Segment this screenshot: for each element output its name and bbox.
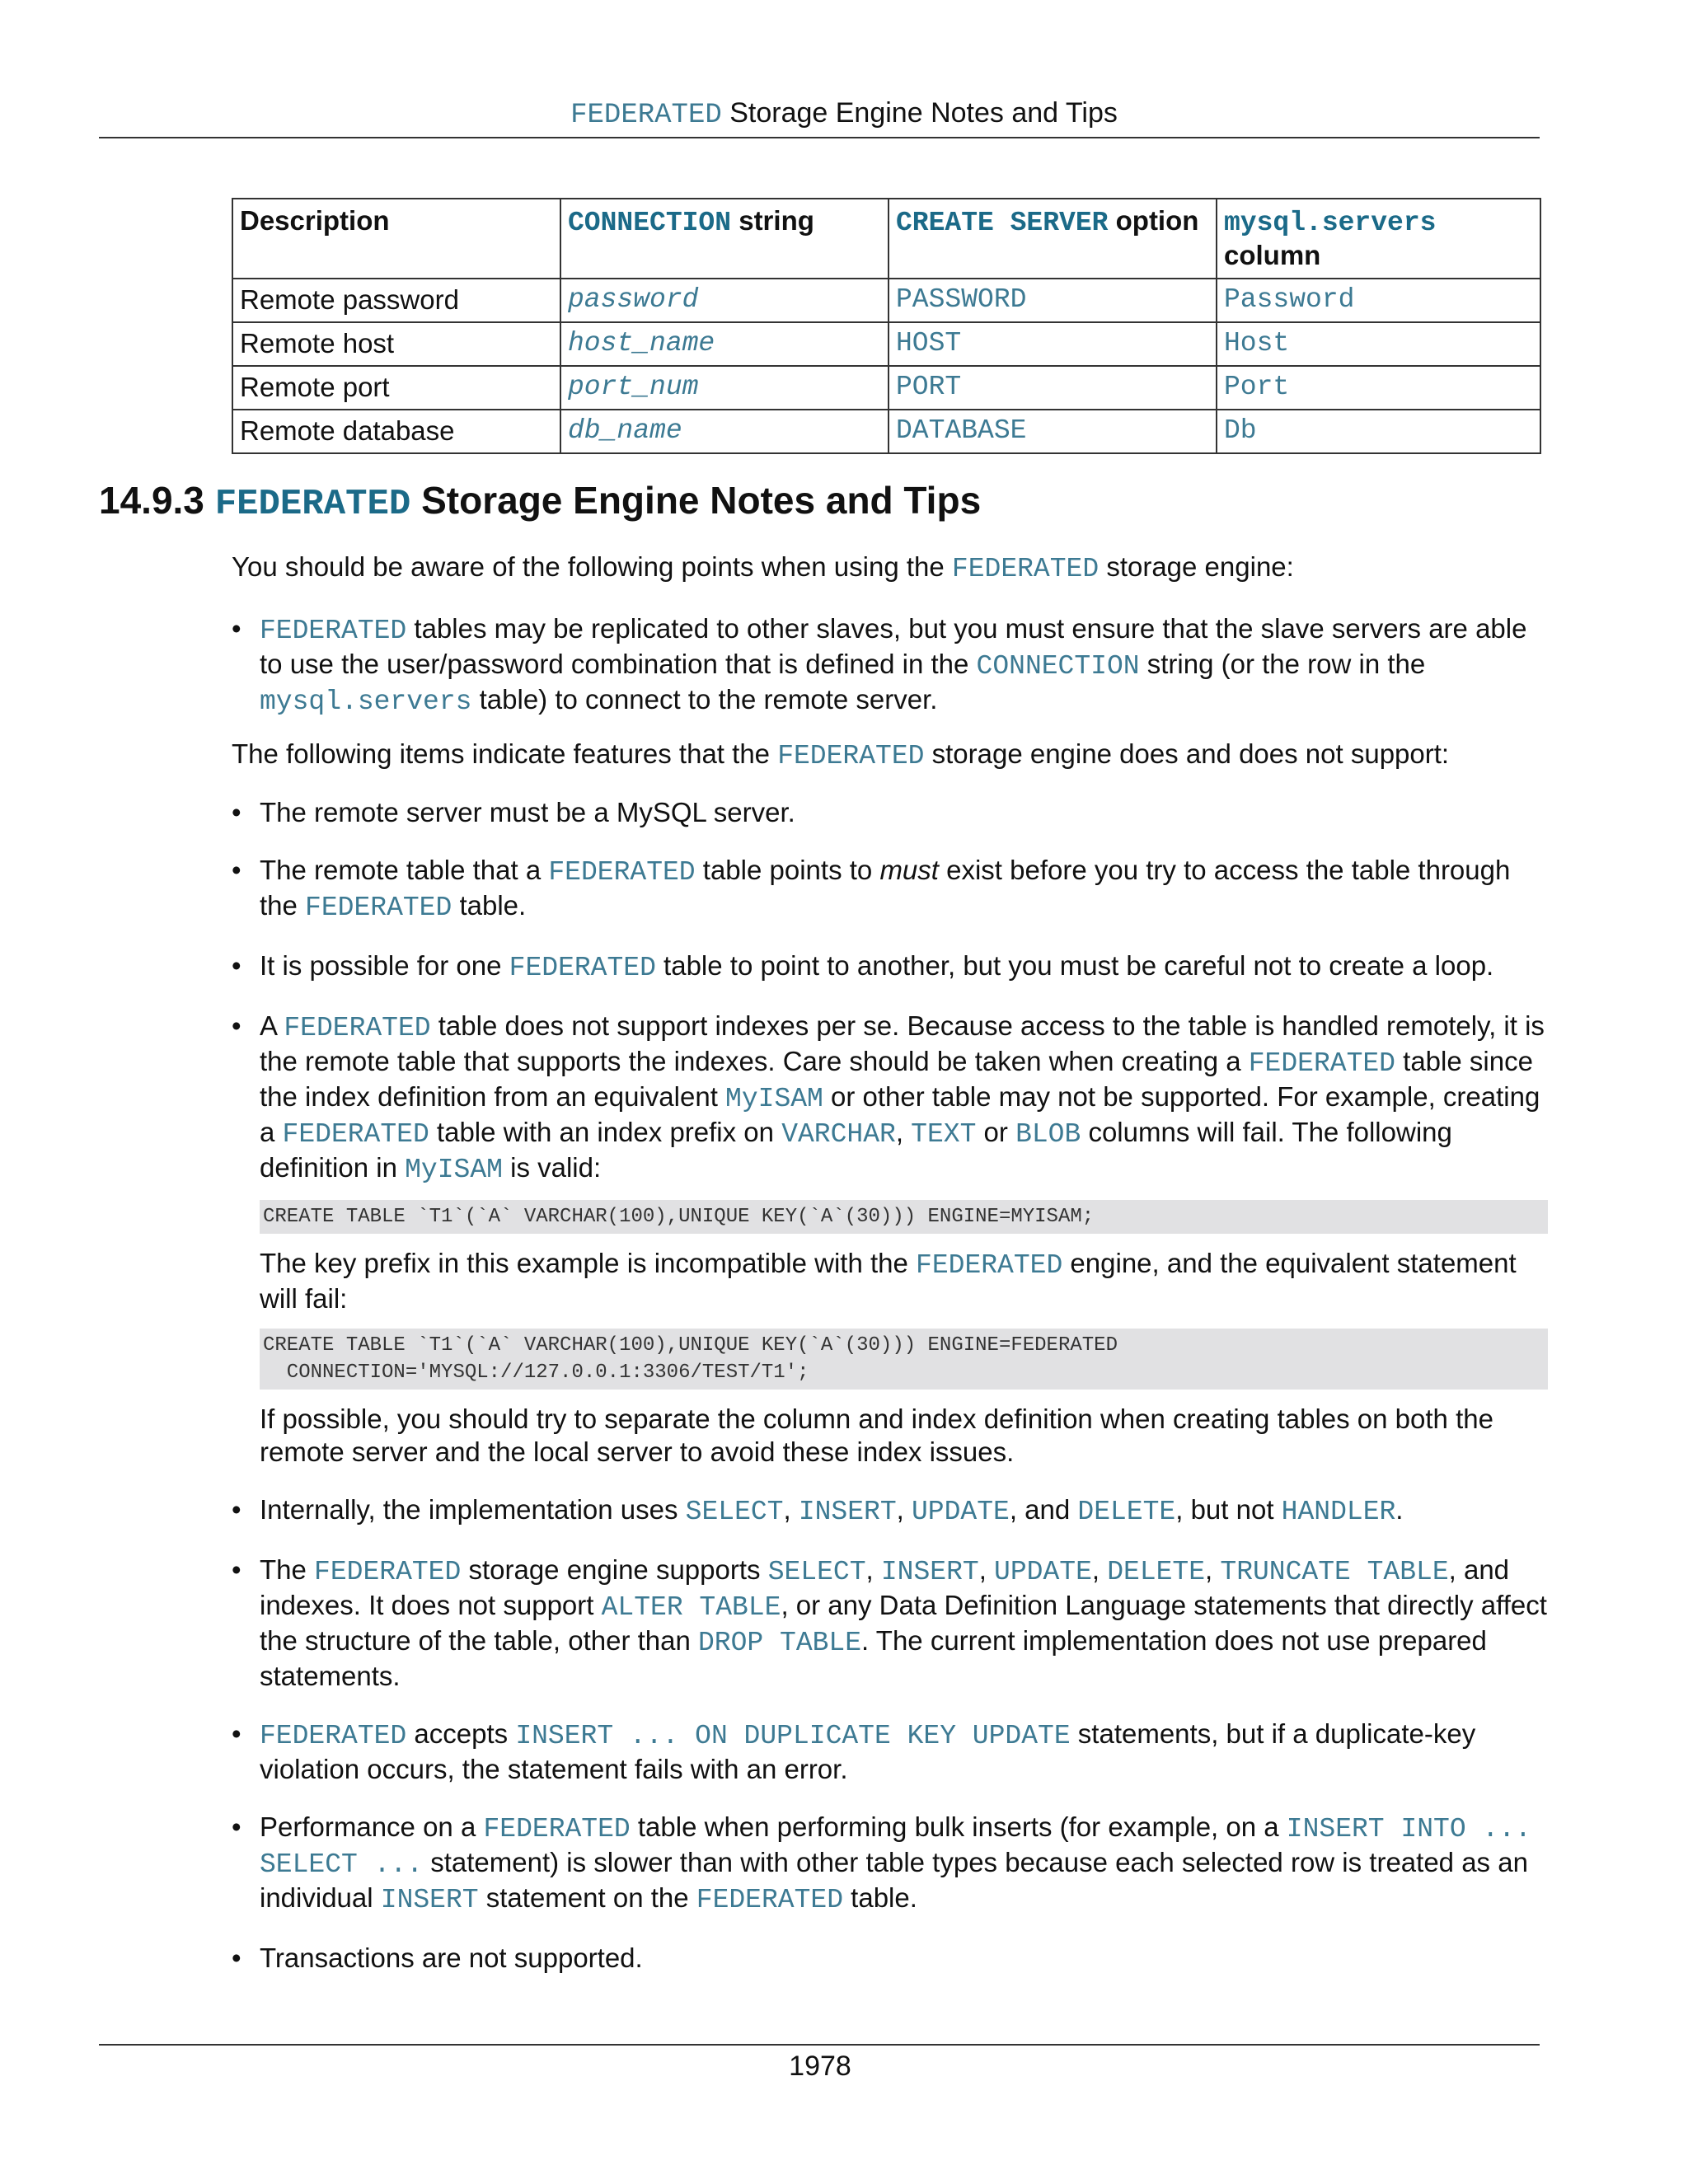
replication-bullet-list (232, 612, 1550, 719)
section-number: 14.9.3 (99, 479, 204, 522)
cell-description: Remote password (232, 279, 560, 322)
running-header (0, 97, 1688, 131)
list-item (232, 1010, 1550, 1469)
code-block-federated: CREATE TABLE `T1`(`A` VARCHAR(100),UNIQUE KEY(`A`(30))) ENGINE=FEDERATED CONNECTION='MYSQL://127.0.0.1:3306/TEST/T1'; (260, 1329, 1548, 1390)
table-header-row (232, 199, 1540, 279)
header-mysql-servers-column: mysql.servers column (1217, 199, 1540, 279)
cell-create-server: PASSWORD (889, 279, 1217, 322)
cell-description: Remote database (232, 410, 560, 453)
list-item: • The remote server must be a MySQL server. (232, 796, 1550, 829)
list-item: • FEDERATED accepts INSERT ... ON DUPLICATE KEY UPDATE statements, but if a duplicate-key violation occurs, the statement fails with an error. (232, 1718, 1550, 1786)
cell-connection: db_name (560, 410, 889, 453)
cell-column: Port (1217, 366, 1540, 410)
list-item: • Transactions are not supported. (232, 1942, 1550, 1975)
table-row (232, 366, 1540, 410)
cell-column: Password (1217, 279, 1540, 322)
page-number: 1978 (789, 2050, 851, 2082)
cell-column: Db (1217, 410, 1540, 453)
code-block-myisam: CREATE TABLE `T1`(`A` VARCHAR(100),UNIQUE KEY(`A`(30))) ENGINE=MYISAM; (260, 1200, 1548, 1234)
cell-description: Remote host (232, 322, 560, 366)
features-paragraph: The following items indicate features that the FEDERATED storage engine does and does not support: (232, 738, 1450, 771)
index-paragraph: • A FEDERATED table does not support indexes per se. Because access to the table is handled remotely, it is the remote table that supports the indexes. Care should be taken when creating a FEDERATED table since the index definition from an equivalent MyISAM or other table may not be supported. For example, creating a FEDERATED table with an index prefix on VARCHAR, TEXT or BLOB columns will fail. The following definition in MyISAM is valid: (260, 1010, 1545, 1185)
separate-definition-paragraph: If possible, you should try to separate the column and index definition when creating tables on both the remote server and the local server to avoid these index issues. (260, 1404, 1493, 1467)
cell-create-server: PORT (889, 366, 1217, 410)
footer-rule (99, 2044, 1540, 2046)
cell-description: Remote port (232, 366, 560, 410)
list-item: • The remote table that a FEDERATED table points to must exist before you try to access the table through the FEDERATED table. (232, 854, 1550, 925)
list-item: • The FEDERATED storage engine supports SELECT, INSERT, UPDATE, DELETE, TRUNCATE TABLE, and indexes. It does not support ALTER TABLE, or any Data Definition Language statements that directly affect the structure of the table, other than DROP TABLE. The current implementation does not use prepared statements. (232, 1554, 1550, 1693)
header-connection-string: CONNECTION string (560, 199, 889, 279)
cell-column: Host (1217, 322, 1540, 366)
features-bullet-list (232, 796, 1550, 1975)
cell-connection: port_num (560, 366, 889, 410)
intro-paragraph: You should be aware of the following points when using the FEDERATED storage engine: (232, 551, 1294, 584)
running-header-text: Storage Engine Notes and Tips (729, 97, 1118, 129)
section-heading (99, 478, 981, 525)
header-create-server-option: CREATE SERVER option (889, 199, 1217, 279)
cell-create-server: HOST (889, 322, 1217, 366)
list-item: • FEDERATED tables may be replicated to other slaves, but you must ensure that the slave servers are able to use the user/password combination that is defined in the CONNECTION string (or the row in the mysql.servers table) to connect to the remote server. (232, 612, 1550, 719)
running-header-code: FEDERATED (570, 100, 722, 131)
connection-mapping-table (232, 198, 1541, 454)
list-item: • It is possible for one FEDERATED table to point to another, but you must be careful not to create a loop. (232, 949, 1550, 985)
cell-create-server: DATABASE (889, 410, 1217, 453)
table-row (232, 279, 1540, 322)
section-code: FEDERATED (214, 484, 411, 525)
header-description: Description (232, 199, 560, 279)
section-title: Storage Engine Notes and Tips (421, 479, 982, 522)
header-rule (99, 137, 1540, 138)
incompatible-paragraph: The key prefix in this example is incompatible with the FEDERATED engine, and the equivalent statement will fail: (260, 1248, 1517, 1314)
list-item: • Internally, the implementation uses SELECT, INSERT, UPDATE, and DELETE, but not HANDLER. (232, 1493, 1550, 1529)
table-row (232, 322, 1540, 366)
table-row (232, 410, 1540, 453)
cell-connection: password (560, 279, 889, 322)
cell-connection: host_name (560, 322, 889, 366)
list-item: • Performance on a FEDERATED table when performing bulk inserts (for example, on a INSERT INTO ... SELECT ... statement) is slower than with other table types because each selected row is treated as an individual INSERT statement on the FEDERATED table. (232, 1811, 1550, 1917)
